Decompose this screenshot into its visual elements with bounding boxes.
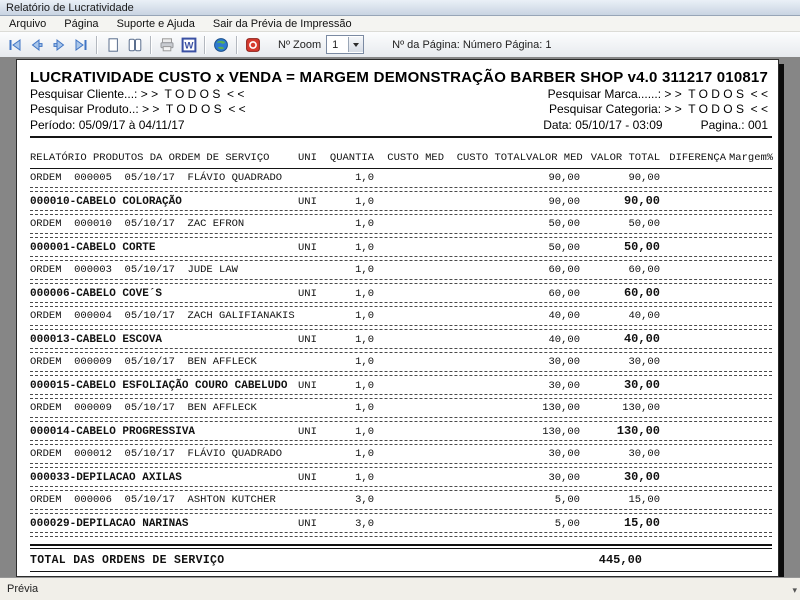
cell-valor_med: 60,00	[548, 264, 580, 276]
cell-valor_med: 40,00	[548, 334, 580, 346]
cell-qty: 1,0	[355, 310, 374, 322]
report-page	[16, 59, 779, 577]
cell-valor_total: 130,00	[616, 424, 660, 438]
product-row	[30, 424, 772, 439]
product-row	[30, 286, 772, 301]
row-separator	[30, 187, 772, 192]
cell-desc: 000001-CABELO CORTE	[30, 242, 156, 254]
order-row	[30, 493, 772, 508]
header-uni: UNI	[298, 152, 317, 164]
cell-valor_med: 90,00	[548, 172, 580, 184]
report-period: Período: 05/09/17 à 04/11/17	[30, 118, 185, 132]
cell-qty: 1,0	[355, 196, 374, 208]
two-pages-icon	[127, 37, 143, 53]
cell-qty: 1,0	[355, 402, 374, 414]
exit-button[interactable]	[243, 35, 263, 55]
header-valor-med: VALOR MED	[526, 152, 583, 164]
toolbar-separator	[96, 36, 98, 54]
menu-pagina[interactable]: Página	[64, 17, 99, 30]
total-ordens-label: TOTAL DAS ORDENS DE SERVIÇO	[30, 554, 225, 567]
cell-valor_total: 15,00	[623, 516, 660, 530]
order-row	[30, 355, 772, 370]
header-desc: RELATÓRIO PRODUTOS DA ORDEM DE SERVIÇO	[30, 152, 270, 164]
cell-qty: 1,0	[355, 288, 374, 300]
cell-valor_total: 40,00	[623, 332, 660, 346]
row-separator	[30, 348, 772, 353]
cell-qty: 3,0	[355, 494, 374, 506]
order-row	[30, 401, 772, 416]
last-page-button[interactable]	[71, 35, 91, 55]
single-page-view-button[interactable]	[103, 35, 123, 55]
cell-desc: 000015-CABELO ESFOLIAÇÃO COURO CABELUDO	[30, 380, 288, 392]
toolbar-separator	[236, 36, 238, 54]
cell-valor_total: 90,00	[628, 172, 660, 184]
first-page-icon	[7, 37, 23, 53]
cell-uni: UNI	[298, 196, 317, 208]
filter-cliente: Pesquisar Cliente...: > > T O D O S < <	[30, 87, 245, 101]
menu-bar	[0, 16, 800, 32]
cell-valor_med: 30,00	[548, 472, 580, 484]
header-quantia: QUANTIA	[329, 152, 374, 164]
cell-valor_total: 30,00	[628, 448, 660, 460]
cell-valor_total: 15,00	[628, 494, 660, 506]
cell-desc: ORDEM 000006 05/10/17 ASHTON KUTCHER	[30, 494, 276, 506]
cell-qty: 3,0	[355, 518, 374, 530]
order-row	[30, 171, 772, 186]
row-separator	[30, 532, 772, 537]
next-page-icon	[51, 37, 67, 53]
total-ordens-value: 445,00	[598, 553, 642, 567]
toolbar-separator	[150, 36, 152, 54]
cell-valor_med: 130,00	[542, 402, 580, 414]
cell-valor_total: 30,00	[628, 356, 660, 368]
cell-qty: 1,0	[355, 218, 374, 230]
header-custo-med: CUSTO MED	[387, 152, 444, 164]
cell-desc: ORDEM 000009 05/10/17 BEN AFFLECK	[30, 356, 257, 368]
filter-categoria: Pesquisar Categoria: > > T O D O S < <	[548, 102, 768, 116]
filter-produto: Pesquisar Produto..: > > T O D O S < <	[30, 102, 246, 116]
cell-valor_med: 5,00	[554, 494, 580, 506]
status-bar	[0, 577, 800, 600]
filter-marca: Pesquisar Marca......: > > T O D O S < <	[547, 87, 768, 101]
table-header-row	[30, 151, 772, 166]
cell-desc: 000010-CABELO COLORAÇÃO	[30, 196, 182, 208]
chevron-down-icon[interactable]	[348, 37, 363, 52]
row-separator	[30, 509, 772, 514]
cell-desc: ORDEM 000010 05/10/17 ZAC EFRON	[30, 218, 245, 230]
app-version-title: DEMONSTRAÇÃO BARBER SHOP v4.0 311217 010817	[373, 69, 768, 86]
cell-desc: 000014-CABELO PROGRESSIVA	[30, 426, 196, 438]
zoom-value: 1	[332, 38, 339, 51]
divider	[30, 168, 772, 169]
word-export-icon	[181, 37, 197, 53]
exit-power-icon	[245, 37, 261, 53]
cell-uni: UNI	[298, 242, 317, 254]
cell-valor_med: 130,00	[542, 426, 580, 438]
row-separator	[30, 440, 772, 445]
menu-sair-da-previa[interactable]: Sair da Prévia de Impressão	[212, 17, 352, 30]
cell-uni: UNI	[298, 334, 317, 346]
cell-uni: UNI	[298, 380, 317, 392]
cell-qty: 1,0	[355, 380, 374, 392]
cell-valor_total: 130,00	[622, 402, 660, 414]
cell-desc: 000013-CABELO ESCOVA	[30, 334, 163, 346]
cell-qty: 1,0	[355, 426, 374, 438]
header-custo-total: CUSTO TOTAL	[456, 152, 526, 164]
previous-page-icon	[29, 37, 45, 53]
zoom-label: Nº Zoom	[278, 38, 322, 51]
divider	[30, 571, 772, 572]
cell-valor_med: 50,00	[548, 242, 580, 254]
cell-valor_total: 50,00	[623, 240, 660, 254]
cell-valor_total: 40,00	[628, 310, 660, 322]
window-title: Relatório de Lucratividade	[6, 1, 134, 14]
next-page-button[interactable]	[49, 35, 69, 55]
cell-desc: 000006-CABELO COVE´S	[30, 288, 163, 300]
print-icon	[159, 37, 175, 53]
print-button[interactable]	[157, 35, 177, 55]
cell-valor_med: 30,00	[548, 380, 580, 392]
row-separator	[30, 302, 772, 307]
cell-desc: ORDEM 000003 05/10/17 JUDE LAW	[30, 264, 238, 276]
order-row	[30, 447, 772, 462]
cell-valor_med: 5,00	[554, 518, 580, 530]
last-page-icon	[73, 37, 89, 53]
status-text: Prévia	[7, 583, 39, 595]
page-number-info: Nº da Página: Número Página: 1	[392, 38, 552, 51]
row-separator	[30, 371, 772, 376]
row-separator	[30, 325, 772, 330]
cell-valor_total: 30,00	[623, 378, 660, 392]
word-export-button[interactable]	[179, 35, 199, 55]
report-page-number: Pagina.: 001	[700, 118, 768, 132]
report-header	[30, 68, 778, 134]
product-row	[30, 470, 772, 485]
globe-icon	[213, 37, 229, 53]
divider	[30, 136, 772, 138]
product-row	[30, 332, 772, 347]
resize-grip[interactable]: ▾	[792, 585, 797, 595]
cell-valor_total: 30,00	[623, 470, 660, 484]
toolbar-separator	[204, 36, 206, 54]
cell-valor_total: 60,00	[623, 286, 660, 300]
cell-qty: 1,0	[355, 264, 374, 276]
zoom-select[interactable]	[326, 35, 364, 54]
cell-qty: 1,0	[355, 356, 374, 368]
row-separator	[30, 233, 772, 238]
svg-text:W: W	[184, 40, 194, 52]
cell-valor_med: 50,00	[548, 218, 580, 230]
row-separator	[30, 256, 772, 261]
cell-uni: UNI	[298, 472, 317, 484]
row-separator	[30, 394, 772, 399]
header-margem: Margem%	[729, 152, 774, 164]
cell-desc: ORDEM 000009 05/10/17 BEN AFFLECK	[30, 402, 257, 414]
cell-desc: ORDEM 000004 05/10/17 ZACH GALIFIANAKIS	[30, 310, 295, 322]
cell-desc: ORDEM 000012 05/10/17 FLÁVIO QUADRADO	[30, 448, 283, 460]
cell-valor_total: 60,00	[628, 264, 660, 276]
cell-qty: 1,0	[355, 472, 374, 484]
cell-valor_med: 60,00	[548, 288, 580, 300]
total-ordens-row	[30, 552, 772, 569]
order-row	[30, 263, 772, 278]
product-row	[30, 240, 772, 255]
totals-divider	[30, 544, 772, 549]
toolbar	[0, 32, 800, 58]
cell-desc: 000029-DEPILACAO NARINAS	[30, 518, 189, 530]
cell-desc: 000033-DEPILACAO AXILAS	[30, 472, 182, 484]
first-page-button[interactable]	[5, 35, 25, 55]
cell-uni: UNI	[298, 518, 317, 530]
two-page-view-button[interactable]	[125, 35, 145, 55]
cell-qty: 1,0	[355, 334, 374, 346]
cell-valor_med: 40,00	[548, 310, 580, 322]
menu-arquivo[interactable]: Arquivo	[9, 17, 47, 30]
row-separator	[30, 463, 772, 468]
product-row	[30, 194, 772, 209]
row-separator	[30, 417, 772, 422]
cell-desc: ORDEM 000005 05/10/17 FLÁVIO QUADRADO	[30, 172, 283, 184]
cell-uni: UNI	[298, 288, 317, 300]
row-separator	[30, 279, 772, 284]
row-separator	[30, 210, 772, 215]
order-row	[30, 309, 772, 324]
order-row	[30, 217, 772, 232]
header-diferenca: DIFERENÇA	[669, 152, 726, 164]
cell-qty: 1,0	[355, 448, 374, 460]
cell-valor_total: 90,00	[623, 194, 660, 208]
web-button[interactable]	[211, 35, 231, 55]
cell-qty: 1,0	[355, 172, 374, 184]
report-date-page: Data: 05/10/17 - 03:09 Pagina.: 001	[543, 118, 768, 132]
single-page-icon	[105, 37, 121, 53]
menu-suporte-e-ajuda[interactable]: Suporte e Ajuda	[116, 17, 195, 30]
product-row	[30, 378, 772, 393]
header-valor-total: VALOR TOTAL	[590, 152, 660, 164]
cell-qty: 1,0	[355, 242, 374, 254]
cell-valor_med: 30,00	[548, 448, 580, 460]
cell-valor_med: 30,00	[548, 356, 580, 368]
cell-valor_total: 50,00	[628, 218, 660, 230]
previous-page-button[interactable]	[27, 35, 47, 55]
report-title: LUCRATIVIDADE CUSTO x VENDA = MARGEM	[30, 69, 370, 86]
cell-valor_med: 90,00	[548, 196, 580, 208]
window-titlebar	[0, 0, 800, 16]
cell-uni: UNI	[298, 426, 317, 438]
report-table-body	[30, 171, 778, 537]
product-row	[30, 516, 772, 531]
row-separator	[30, 486, 772, 491]
preview-area	[0, 57, 800, 577]
